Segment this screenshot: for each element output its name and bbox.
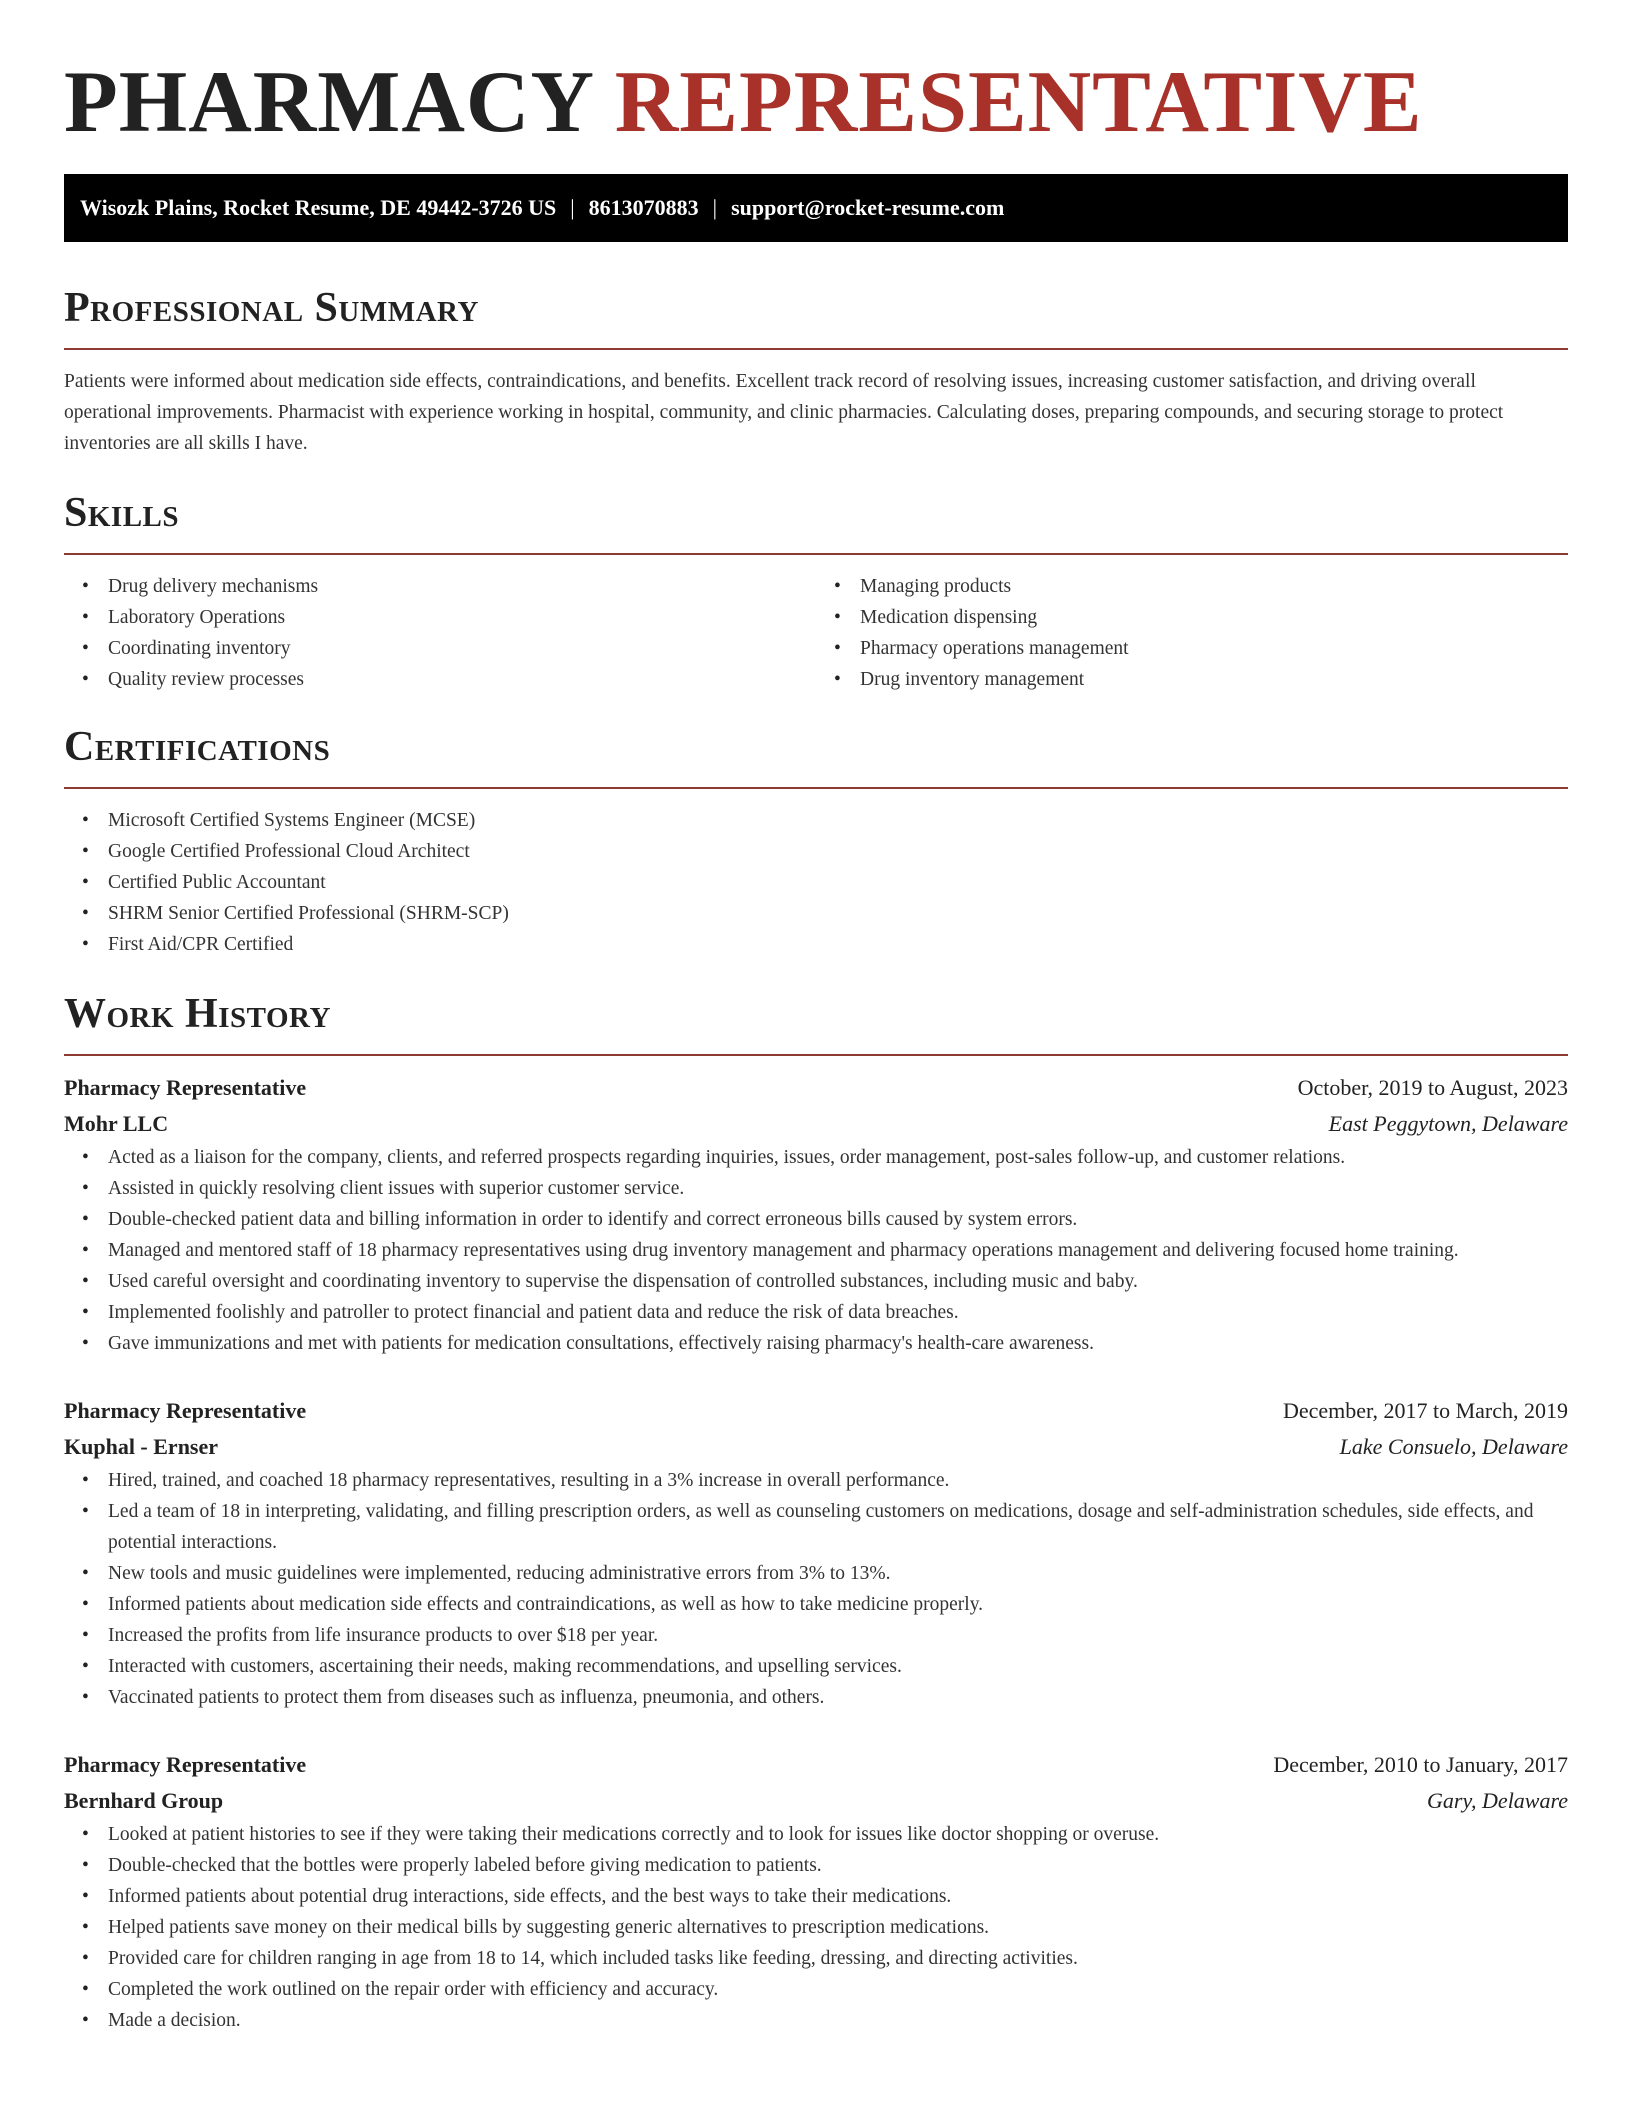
skill-item: • Pharmacy operations management bbox=[860, 633, 1568, 664]
contact-separator: | bbox=[712, 195, 718, 220]
job-bullet: • Double-checked patient data and billing information in order to identify and correct erroneous bills caused by system errors. bbox=[108, 1204, 1568, 1235]
certification-item: • Google Certified Professional Cloud Architect bbox=[108, 836, 1568, 867]
job-bullet: • Informed patients about potential drug interactions, side effects, and the best ways to take their medications. bbox=[108, 1881, 1568, 1912]
section-divider bbox=[64, 787, 1568, 789]
job-bullet: • Helped patients save money on their medical bills by suggesting generic alternatives to prescription medications. bbox=[108, 1912, 1568, 1943]
job-bullet: • Interacted with customers, ascertaining their needs, making recommendations, and upselling services. bbox=[108, 1651, 1568, 1682]
section-divider bbox=[64, 1054, 1568, 1056]
section-title-skills: Skills bbox=[64, 490, 180, 536]
job-bullet: • Vaccinated patients to protect them from diseases such as influenza, pneumonia, and others. bbox=[108, 1682, 1568, 1713]
skills-grid bbox=[64, 571, 1568, 695]
job-bullet: • Managed and mentored staff of 18 pharmacy representatives using drug inventory management and pharmacy operations management and delivering focused home training. bbox=[108, 1235, 1568, 1266]
job-company: Bernhard Group bbox=[64, 1788, 224, 1813]
certifications-list bbox=[64, 805, 1568, 960]
section-title-work-history: Work History bbox=[64, 991, 331, 1037]
skill-item: • Managing products bbox=[860, 571, 1568, 602]
job-header-row bbox=[64, 1070, 1568, 1106]
job-bullet: • Increased the profits from life insurance products to over $18 per year. bbox=[108, 1620, 1568, 1651]
certification-item: • First Aid/CPR Certified bbox=[108, 929, 1568, 960]
job-bullets bbox=[64, 1819, 1568, 2036]
job-bullet: • Completed the work outlined on the repair order with efficiency and accuracy. bbox=[108, 1974, 1568, 2005]
skills-column-left bbox=[64, 571, 816, 695]
job-title: Pharmacy Representative bbox=[64, 1075, 307, 1100]
skills-list-right bbox=[816, 571, 1568, 695]
contact-phone: 8613070883 bbox=[588, 195, 699, 220]
job-bullet: • Provided care for children ranging in age from 18 to 14, which included tasks like feeding, dressing, and directing activities. bbox=[108, 1943, 1568, 1974]
contact-address: Wisozk Plains, Rocket Resume, DE 49442-3726 US bbox=[80, 195, 557, 220]
skill-item: • Medication dispensing bbox=[860, 602, 1568, 633]
job-bullet: • Made a decision. bbox=[108, 2005, 1568, 2036]
section-title-certifications: Certifications bbox=[64, 724, 331, 770]
job-location: East Peggytown, Delaware bbox=[1328, 1111, 1568, 1136]
skills-section bbox=[64, 487, 1568, 695]
work-history-section bbox=[64, 988, 1568, 2036]
skill-item: • Drug inventory management bbox=[860, 664, 1568, 695]
skill-item: • Drug delivery mechanisms bbox=[108, 571, 816, 602]
resume-name bbox=[64, 54, 1568, 152]
job-entry bbox=[64, 1070, 1568, 1359]
skill-item: • Quality review processes bbox=[108, 664, 816, 695]
job-title: Pharmacy Representative bbox=[64, 1398, 307, 1423]
section-title-summary: Professional Summary bbox=[64, 285, 479, 331]
job-bullet: • New tools and music guidelines were implemented, reducing administrative errors from 3% to 13%. bbox=[108, 1558, 1568, 1589]
skills-list-left bbox=[64, 571, 816, 695]
job-dates: December, 2017 to March, 2019 bbox=[1282, 1398, 1568, 1423]
contact-separator: | bbox=[570, 195, 575, 220]
name-first-part: PHARMACY bbox=[64, 54, 592, 151]
job-header-row bbox=[64, 1747, 1568, 1783]
certification-item: • SHRM Senior Certified Professional (SHRM-SCP) bbox=[108, 898, 1568, 929]
certifications-section bbox=[64, 721, 1568, 960]
contact-bar bbox=[64, 174, 1568, 242]
skill-item: • Laboratory Operations bbox=[108, 602, 816, 633]
job-subheader-row bbox=[64, 1429, 1568, 1465]
job-bullet: • Gave immunizations and met with patients for medication consultations, effectively raising pharmacy's health-care awareness. bbox=[108, 1328, 1568, 1359]
job-bullet: • Informed patients about medication side effects and contraindications, as well as how to take medicine properly. bbox=[108, 1589, 1568, 1620]
summary-text: Patients were informed about medication side effects, contraindications, and benefits. Excellent track record of resolving issues, increasing customer satisfaction, and driving overall operational improvements. Pharmacist with experience working in hospital, community, and clinic pharmacies. Calculating doses, preparing compounds, and securing storage to protect inventories are all skills I have. bbox=[64, 371, 1504, 454]
section-divider bbox=[64, 348, 1568, 350]
contact-email: support@rocket-resume.com bbox=[731, 195, 1005, 220]
job-bullet: • Double-checked that the bottles were properly labeled before giving medication to patients. bbox=[108, 1850, 1568, 1881]
job-bullet: • Assisted in quickly resolving client issues with superior customer service. bbox=[108, 1173, 1568, 1204]
job-company: Mohr LLC bbox=[64, 1111, 169, 1136]
job-dates: December, 2010 to January, 2017 bbox=[1273, 1752, 1568, 1777]
job-bullet: • Looked at patient histories to see if they were taking their medications correctly and to look for issues like doctor shopping or overuse. bbox=[108, 1819, 1568, 1850]
job-location: Gary, Delaware bbox=[1427, 1788, 1568, 1813]
job-dates: October, 2019 to August, 2023 bbox=[1297, 1075, 1568, 1100]
skill-item: • Coordinating inventory bbox=[108, 633, 816, 664]
job-bullet: • Used careful oversight and coordinating inventory to supervise the dispensation of controlled substances, including music and baby. bbox=[108, 1266, 1568, 1297]
job-bullet: • Hired, trained, and coached 18 pharmacy representatives, resulting in a 3% increase in overall performance. bbox=[108, 1465, 1568, 1496]
job-bullet: • Acted as a liaison for the company, clients, and referred prospects regarding inquiries, issues, order management, post-sales follow-up, and customer relations. bbox=[108, 1142, 1568, 1173]
job-entry bbox=[64, 1393, 1568, 1713]
section-divider bbox=[64, 553, 1568, 555]
job-bullet: • Implemented foolishly and patroller to protect financial and patient data and reduce the risk of data breaches. bbox=[108, 1297, 1568, 1328]
job-bullet: • Led a team of 18 in interpreting, validating, and filling prescription orders, as well as counseling customers on medications, dosage and self-administration schedules, side effects, and potential interactions. bbox=[108, 1496, 1568, 1558]
certification-item: • Microsoft Certified Systems Engineer (MCSE) bbox=[108, 805, 1568, 836]
job-location: Lake Consuelo, Delaware bbox=[1339, 1434, 1568, 1459]
job-bullets bbox=[64, 1142, 1568, 1359]
job-company: Kuphal - Ernser bbox=[64, 1434, 219, 1459]
name-second-part: REPRESENTATIVE bbox=[614, 54, 1423, 151]
summary-section bbox=[64, 282, 1568, 459]
job-subheader-row bbox=[64, 1106, 1568, 1142]
job-header-row bbox=[64, 1393, 1568, 1429]
job-entry bbox=[64, 1747, 1568, 2036]
skills-column-right bbox=[816, 571, 1568, 695]
certification-item: • Certified Public Accountant bbox=[108, 867, 1568, 898]
job-bullets bbox=[64, 1465, 1568, 1713]
job-subheader-row bbox=[64, 1783, 1568, 1819]
job-title: Pharmacy Representative bbox=[64, 1752, 307, 1777]
